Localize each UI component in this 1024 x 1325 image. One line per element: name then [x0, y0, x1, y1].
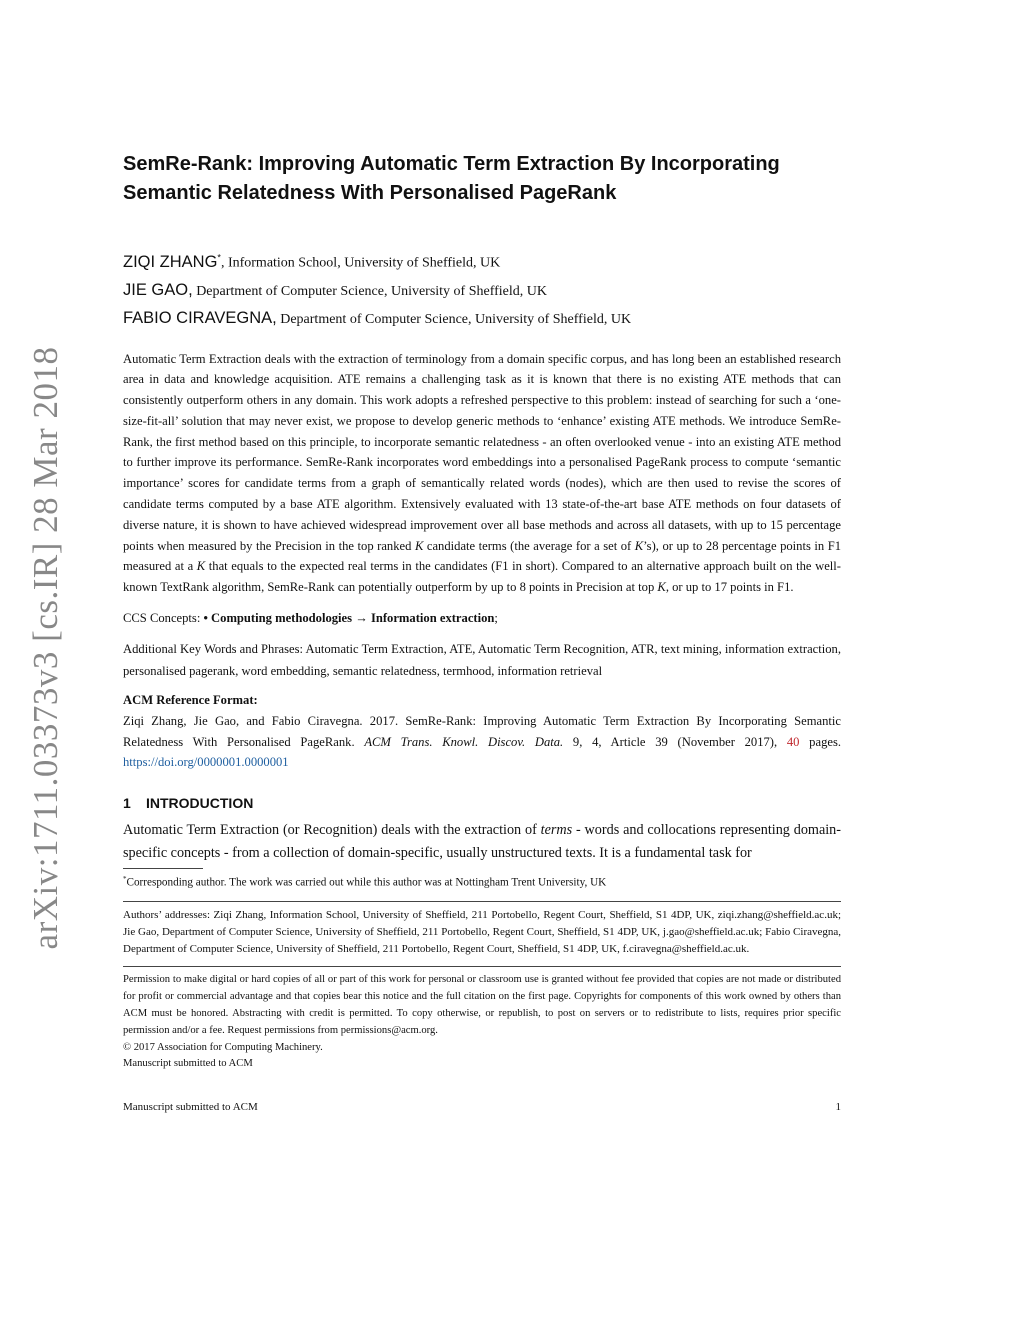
- keywords: Additional Key Words and Phrases: Automatic Term Extraction, ATE, Automatic Term Recognition, ATR, text mining, information extraction, personalised pagerank, word embedding, semantic relatedness, termhood, information retrieval: [123, 642, 841, 679]
- ccs-subconcept: Information extraction: [370, 611, 495, 626]
- corresponding-mark: *: [217, 252, 221, 262]
- author-list: [123, 244, 841, 333]
- author-name: JIE GAO,: [123, 280, 193, 299]
- ccs-concepts: CCS Concepts: • Computing methodologies → Information extraction;: [123, 611, 498, 626]
- section-heading-introduction: 1 INTRODUCTION: [123, 795, 254, 812]
- author-affiliation: , Information School, University of Sheffield, UK: [220, 255, 501, 271]
- author-name: ZIQI ZHANG*: [123, 252, 221, 271]
- author-affiliation: Department of Computer Science, University of Sheffield, UK: [192, 283, 548, 299]
- arxiv-identifier-stamp: arXiv:1711.03373v3 [cs.IR] 28 Mar 2018: [26, 346, 65, 950]
- journal-name: ACM Trans. Knowl. Discov. Data.: [364, 734, 564, 749]
- title-line-1: SemRe-Rank: Improving Automatic Term Extraction By Incorporating: [123, 153, 780, 175]
- page-number: 1: [835, 1101, 841, 1113]
- footer-left-text: Manuscript submitted to ACM: [123, 1101, 258, 1113]
- acm-reference-body: Ziqi Zhang, Jie Gao, and Fabio Ciravegna. 2017. SemRe-Rank: Improving Automatic Term Extraction By Incorporating Semantic Relatedness With Personalised PageRank. ACM Trans. Knowl. Discov. Data. 9, 4, Article 39 (November 2017), 40 pages. https://doi.org/0000001.0000001: [123, 713, 842, 770]
- title-line-2: Semantic Relatedness With Personalised PageRank: [123, 182, 617, 204]
- copyright-line: © 2017 Association for Computing Machinery.: [123, 1041, 323, 1053]
- author-name: FABIO CIRAVEGNA,: [123, 308, 277, 327]
- footnote: *Corresponding author. The work was carried out while this author was at Nottingham Trent University, UK: [123, 875, 607, 889]
- page-content: [123, 150, 841, 1073]
- author-entry: [123, 244, 841, 277]
- acm-reference-format: [123, 690, 841, 773]
- introduction-paragraph: Automatic Term Extraction (or Recognition) deals with the extraction of terms - words and collocations representing domain-specific concepts - from a collection of domain-specific, usually unstructured texts. It is a fundamental task for: [123, 822, 842, 861]
- permission-notice: Permission to make digital or hard copies of all or part of this work for personal or classroom use is granted without fee provided that copies are not made or distributed for profit or commercial advantage and that copies bear this notice and the full citation on the first page. Copyrights for components of this work owned by others than ACM must be honored. Abstracting with credit is permitted. To copy otherwise, or republish, to post on servers or to redistribute to lists, requires prior specific permission and/or a fee. Request permissions from permissions@acm.org.: [123, 966, 841, 1039]
- abstract: Automatic Term Extraction deals with the extraction of terminology from a domain specific corpus, and has long been an established research area in data and knowledge acquisition. ATE remains a challenging task as it is known that there is no existing ATE methods that can consistently outperform others in any domain. This work adopts a refreshed perspective to this problem: instead of searching for such a ‘one-size-fit-all’ solution that may never exist, we propose to develop generic methods to ‘enhance’ existing ATE methods. We introduce SemRe-Rank, the first method based on this principle, to incorporate semantic relatedness - an often overlooked venue - into an existing ATE method to further improve its performance. SemRe-Rank incorporates word embeddings into a personalised PageRank process to compute ‘semantic importance’ scores for candidate terms from a graph of semantically related words (nodes), which are then used to revise the scores of candidate terms computed by a base ATE algorithm. Extensively evaluated with 13 state-of-the-art base ATE methods on four datasets of diverse nature, it is shown to have achieved widespread improvement over all base methods and across all datasets, with up to 15 percentage points when measured by the Precision in the top ranked K candidate terms (the average for a set of K’s), or up to 28 percentage points in F1 measured at a K that equals to the expected real terms in the candidates (F1 in short). Compared to an alternative approach built on the well-known TextRank algorithm, SemRe-Rank can potentially outperform by up to 8 points in Precision at top K, or up to 17 points in F1.: [123, 351, 841, 595]
- author-entry: [123, 277, 841, 305]
- emphasized-term: terms: [540, 822, 573, 839]
- ccs-concept: Computing methodologies: [211, 611, 353, 626]
- author-affiliation: Department of Computer Science, University of Sheffield, UK: [276, 311, 632, 327]
- paper-title: [123, 150, 841, 208]
- page-count-link[interactable]: 40: [786, 734, 800, 749]
- footnote-divider: [123, 868, 203, 869]
- acm-reference-heading: ACM Reference Format:: [123, 693, 258, 708]
- author-entry: [123, 305, 841, 333]
- manuscript-note: Manuscript submitted to ACM: [123, 1058, 253, 1070]
- doi-link[interactable]: https://doi.org/0000001.0000001: [123, 755, 289, 770]
- author-addresses: Authors’ addresses: Ziqi Zhang, Information School, University of Sheffield, 211 Portobello, Regent Court, Sheffield, S1 4DP, UK, ziqi.zhang@sheffield.ac.uk; Jie Gao, Department of Computer Science, University of Sheffield, 211 Portobello, Regent Court, Sheffield, S1 4DP, UK, j.gao@sheffield.ac.uk; Fabio Ciravegna, Department of Computer Science, University of Sheffield, 211 Portobello, Regent Court, Sheffield, S1 4DP, UK, f.ciravegna@sheffield.ac.uk.: [123, 901, 841, 957]
- page-footer: [123, 1101, 841, 1113]
